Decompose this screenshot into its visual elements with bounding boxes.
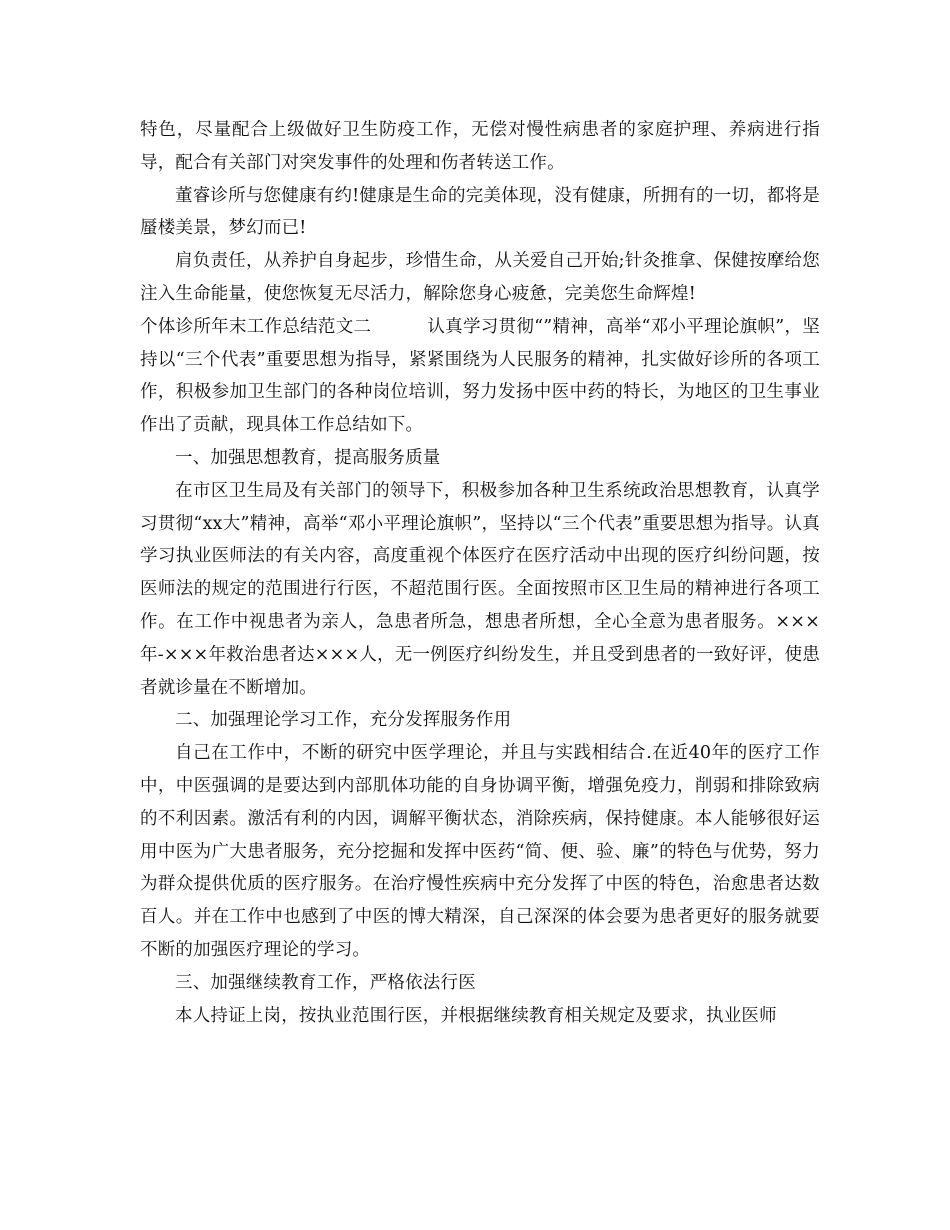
- paragraph-theory-study: 自己在工作中，不断的研究中医学理论，并且与实践相结合.在近40年的医疗工作中，中医强调的是要达到内部肌体功能的自身协调平衡，增强免疫力，削弱和排除致病的不利因素。激活有利的内因，调解平衡状态，消除疾病，保持健康。本人能够很好运用中医为广大患者服务，充分挖掘和发挥中医药“简、便、验、廉”的特色与优势，努力为群众提供优质的医疗服务。在治疗慢性疾病中充分发挥了中医的特色，治愈患者达数百人。并在工作中也感到了中医的博大精深，自己深深的体会要为患者更好的服务就要不断的加强医疗理论的学习。: [140, 743, 820, 960]
- paragraph-responsibility: 肩负责任，从养护自身起步，珍惜生命，从关爱自己开始;针灸推拿、保健按摩给您注入生命能量，使您恢复无尽活力，解除您身心疲惫，完美您生命辉煌!: [140, 251, 820, 304]
- section-title: 个体诊所年末工作总结范文二: [140, 316, 372, 337]
- section-intro-text: 认真学习贯彻“”精神，高举“邓小平理论旗帜”，坚持以“三个代表”重要思想为指导，紧紧围绕为人民服务的精神，扎实做好诊所的各项工作，积极参加卫生部门的各种岗位培训，努力发扬中医中药的特长，为地区的卫生事业作出了贡献，现具体工作总结如下。: [140, 316, 820, 436]
- paragraph-continued-intro: 特色，尽量配合上级做好卫生防疫工作，无偿对慢性病患者的家庭护理、养病进行指导，配合有关部门对突发事件的处理和伤者转送工作。: [140, 120, 820, 173]
- paragraph-ideological-education: 在市区卫生局及有关部门的领导下，积极参加各种卫生系统政治思想教育，认真学习贯彻“xx大”精神，高举“邓小平理论旗帜”，坚持以“三个代表”重要思想为指导。认真学习执业医师法的有关内容，高度重视个体医疗在医疗活动中出现的医疗纠纷问题，按医师法的规定的范围进行行医，不超范围行医。全面按照市区卫生局的精神进行各项工作。在工作中视患者为亲人，急患者所急，想患者所想，全心全意为患者服务。×××年-×××年救治患者达×××人，无一例医疗纠纷发生，并且受到患者的一致好评，使患者就诊量在不断增加。: [140, 480, 820, 698]
- paragraph-summary-two: [140, 311, 820, 442]
- heading-theory-study: 二、加强理论学习工作，充分发挥服务作用: [175, 710, 512, 731]
- document-body: [140, 114, 820, 1032]
- paragraph-clinic-slogan: 董睿诊所与您健康有约!健康是生命的完美体现，没有健康，所拥有的一切，都将是蜃楼美景，梦幻而已!: [140, 185, 820, 239]
- heading-ideological-education: 一、加强思想教育，提高服务质量: [175, 447, 441, 468]
- heading-continuing-education: 三、加强继续教育工作，严格依法行医: [175, 972, 476, 993]
- paragraph-continuing-education: 本人持证上岗，按执业范围行医，并根据继续教育相关规定及要求，执业医师: [175, 1005, 777, 1026]
